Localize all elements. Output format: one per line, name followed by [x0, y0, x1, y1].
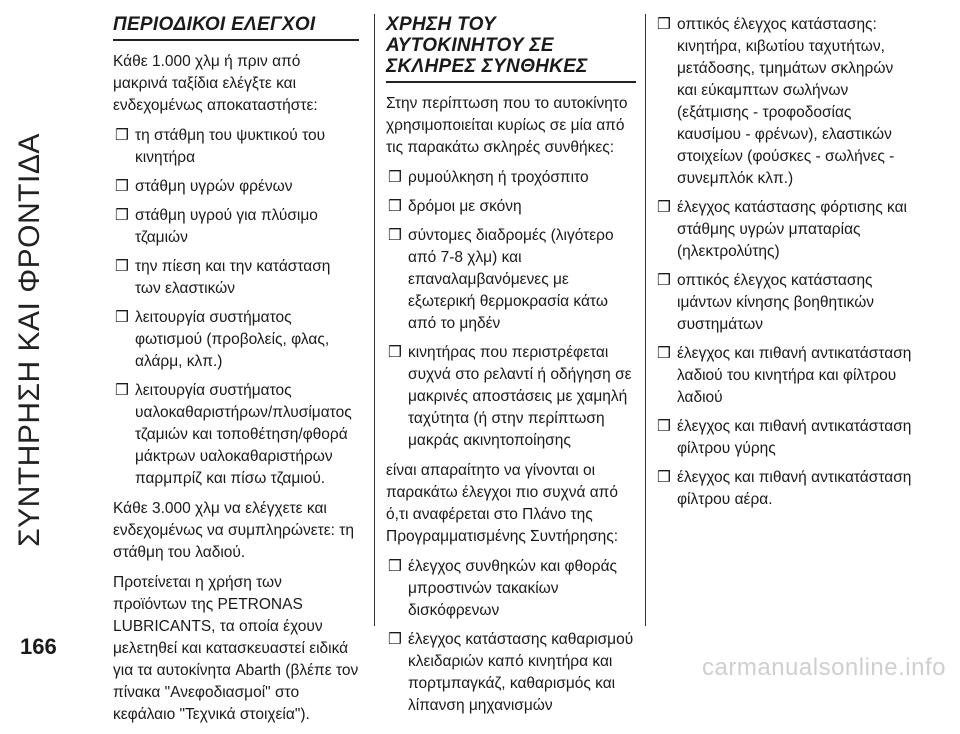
- column-divider-1: [374, 14, 375, 626]
- list-item: [655, 14, 915, 190]
- checkbox-bullet-icon: ❒: [657, 418, 671, 435]
- list-item-text: ρυμούλκηση ή τροχόσπιτο: [408, 169, 589, 186]
- heading-periodic-checks: ΠΕΡΙΟΔΙΚΟΙ ΕΛΕΓΧΟΙ: [113, 14, 359, 41]
- extra-checks-list: [386, 556, 636, 717]
- heading-severe-conditions: ΧΡΗΣΗ ΤΟΥ ΑΥΤΟΚΙΝΗΤΟΥ ΣΕ ΣΚΛΗΡΕΣ ΣΥΝΘΗΚΕΣ: [386, 14, 636, 83]
- conditions-list: [386, 167, 636, 452]
- column-periodic-checks: [113, 14, 359, 734]
- chapter-side-title: [2, 40, 58, 640]
- oil-check-paragraph: Κάθε 3.000 χλμ να ελέγχετε και ενδεχομένως να συμπληρώνετε: τη στάθμη του λαδιού.: [113, 500, 355, 561]
- list-item-text: έλεγχος κατάστασης φόρτισης και στάθμης υγρών μπαταρίας (ηλεκτρολύτης): [677, 199, 907, 260]
- list-item-text: στάθμη υγρών φρένων: [135, 178, 293, 195]
- list-item: [113, 125, 359, 169]
- list-item-text: δρόμοι με σκόνη: [408, 198, 522, 215]
- list-item-text: οπτικός έλεγχος κατάστασης ιμάντων κίνησης βοηθητικών συστημάτων: [677, 272, 875, 333]
- list-item-text: τη στάθμη του ψυκτικού του κινητήρα: [135, 127, 326, 166]
- list-item-text: κινητήρας που περιστρέφεται συχνά στο ρελαντί ή οδήγηση σε μακρινές αποστάσεις με χαμηλή ταχύτητα (ή στην περίπτωση μακράς ακινητοποίησης: [408, 344, 632, 449]
- checkbox-bullet-icon: ❒: [657, 16, 671, 33]
- checkbox-bullet-icon: ❒: [657, 345, 671, 362]
- petronas-paragraph: Προτείνεται η χρήση των προϊόντων της PETRONAS LUBRICANTS, τα οποία έχουν μελετηθεί και κατασκευαστεί ειδικά για τα αυτοκίνητα Abarth (βλέπε τον πίνακα "Ανεφοδιασμοί" στο κεφάλαιο "Τεχνικά στοιχεία").: [113, 574, 359, 723]
- checkbox-bullet-icon: ❒: [657, 469, 671, 486]
- list-item: [655, 343, 915, 409]
- list-item-text: σύντομες διαδρομές (λιγότερο από 7-8 χλμ) και επαναλαμβανόμενες με εξωτερική θερμοκρασία κάτω από το μηδέν: [408, 227, 614, 332]
- list-item-text: οπτικός έλεγχος κατάστασης: κινητήρα, κιβωτίου ταχυτήτων, μετάδοσης, τμημάτων σκληρών και εύκαμπτων σωλήνων (εξάτμισης - τροφοδοσίας καυσίμου - φρένων), ελαστικών στοιχείων (φούσκες - σωλήνες - συνεμπλόκ κλπ.): [677, 16, 895, 187]
- checkbox-bullet-icon: ❒: [657, 272, 671, 289]
- list-item: [655, 467, 915, 511]
- checkbox-bullet-icon: ❒: [388, 169, 402, 186]
- page-number: 166: [20, 634, 57, 659]
- list-item: [113, 256, 359, 300]
- list-item-text: έλεγχος κατάστασης καθαρισμού κλειδαριών καπό κινητήρα και πορτμπαγκάζ, καθαρισμός και λίπανση μηχανισμών: [408, 631, 634, 714]
- list-item-text: έλεγχος και πιθανή αντικατάσταση φίλτρου γύρης: [677, 418, 912, 457]
- checkbox-bullet-icon: ❒: [388, 227, 402, 244]
- checkbox-bullet-icon: ❒: [115, 207, 129, 224]
- list-item-text: λειτουργία συστήματος φωτισμού (προβολείς, φλας, αλάρμ, κλπ.): [135, 309, 330, 370]
- watermark: carmanualsonline.info: [702, 654, 946, 681]
- checkbox-bullet-icon: ❒: [115, 382, 129, 399]
- list-item: [655, 270, 915, 336]
- list-item: [386, 167, 636, 189]
- additional-checks-list: [655, 14, 915, 511]
- list-item: [113, 176, 359, 198]
- list-item-text: στάθμη υγρού για πλύσιμο τζαμιών: [135, 207, 318, 246]
- list-item: [113, 307, 359, 373]
- list-item-text: λειτουργία συστήματος υαλοκαθαριστήρων/πλυσίματος τζαμιών και τοποθέτηση/φθορά μάκτρων υαλοκαθαριστήρων παρμπρίζ και πίσω τζαμιού.: [135, 382, 352, 487]
- list-item: [386, 342, 636, 452]
- checkbox-bullet-icon: ❒: [657, 199, 671, 216]
- column-severe-conditions: [386, 14, 636, 725]
- list-item-text: έλεγχος και πιθανή αντικατάσταση φίλτρου αέρα.: [677, 469, 912, 508]
- intro-paragraph: Κάθε 1.000 χλμ ή πριν από μακρινά ταξίδια ελέγξτε και ενδεχομένως αποκαταστήστε:: [113, 53, 318, 114]
- list-item-text: έλεγχος συνθηκών και φθοράς μπροστινών τακακίων δισκόφρενων: [408, 558, 618, 619]
- column-divider-2: [645, 14, 646, 626]
- list-item: [386, 225, 636, 335]
- list-item: [386, 556, 636, 622]
- chapter-title-text: ΣΥΝΤΗΡΗΣΗ ΚΑΙ ΦΡΟΝΤΙΔΑ: [13, 133, 46, 547]
- list-item-text: την πίεση και την κατάσταση των ελαστικών: [135, 258, 331, 297]
- checkbox-bullet-icon: ❒: [115, 178, 129, 195]
- check-list: [113, 125, 359, 490]
- frequency-paragraph: είναι απαραίτητο να γίνονται οι παρακάτω έλεγχοι πιο συχνά από ό,τι αναφέρεται στο Πλάνο της Προγραμματισμένης Συντήρησης:: [386, 462, 619, 545]
- list-item: [655, 197, 915, 263]
- checkbox-bullet-icon: ❒: [115, 258, 129, 275]
- checkbox-bullet-icon: ❒: [388, 631, 402, 648]
- list-item-text: έλεγχος και πιθανή αντικατάσταση λαδιού του κινητήρα και φίλτρου λαδιού: [677, 345, 912, 406]
- checkbox-bullet-icon: ❒: [388, 198, 402, 215]
- checkbox-bullet-icon: ❒: [115, 127, 129, 144]
- list-item: [113, 205, 359, 249]
- list-item: [655, 416, 915, 460]
- checkbox-bullet-icon: ❒: [388, 344, 402, 361]
- column-additional-checks: [655, 14, 915, 519]
- intro-paragraph: Στην περίπτωση που το αυτοκίνητο χρησιμοποιείται κυρίως σε μία από τις παρακάτω σκληρές συνθήκες:: [386, 95, 628, 156]
- list-item: [386, 196, 636, 218]
- list-item: [113, 380, 359, 490]
- checkbox-bullet-icon: ❒: [388, 558, 402, 575]
- checkbox-bullet-icon: ❒: [115, 309, 129, 326]
- list-item: [386, 629, 636, 717]
